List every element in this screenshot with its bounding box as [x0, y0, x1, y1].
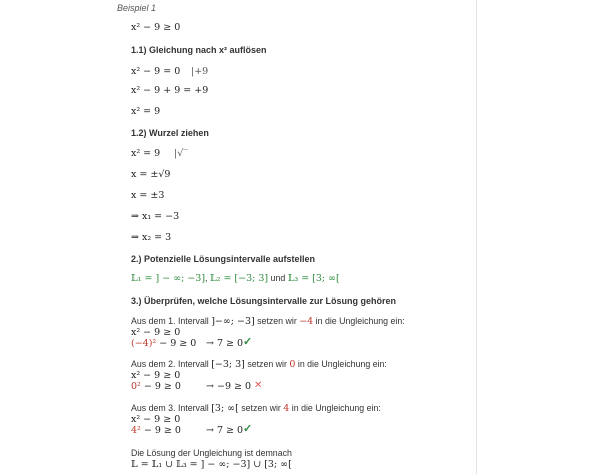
cross-icon: ✕ — [254, 380, 263, 391]
interval-3-range: [3; ∞[ — [211, 403, 239, 414]
substituted-value: (−4)² — [131, 338, 157, 349]
substitution-rest: − 9 ≥ 0 — [140, 425, 181, 436]
interval-list — [131, 273, 340, 284]
inequality-line: x² − 9 ≥ 0 — [131, 414, 181, 425]
equation-line: x = ±3 — [131, 190, 165, 201]
operation-note: |√‾ — [174, 148, 189, 159]
equation-line: x² − 9 = 0 — [131, 66, 181, 77]
inequality-line: x² − 9 ≥ 0 — [131, 370, 181, 381]
substitution-line — [131, 381, 181, 392]
substituted-value: 0² — [131, 381, 141, 392]
sentence-text: Aus dem 3. Intervall — [131, 403, 212, 413]
section-1-2-heading: 1.2) Wurzel ziehen — [131, 128, 209, 138]
evaluation-result: → 7 ≥ 0 — [206, 338, 244, 349]
separator-text: und — [268, 273, 288, 283]
sentence-text: Aus dem 2. Intervall — [131, 359, 212, 369]
operation-note: |+9 — [191, 66, 209, 77]
interval-l3: 𝕃₃ = [3; ∞[ — [287, 273, 340, 284]
section-2-heading: 2.) Potenzielle Lösungsintervalle aufstellen — [131, 254, 316, 264]
interval-3-sentence — [131, 403, 381, 414]
equation-line: x = ±√9 — [131, 169, 171, 180]
content-border — [476, 0, 477, 474]
interval-2-sentence — [131, 359, 387, 370]
sentence-text: in die Ungleichung ein: — [295, 359, 387, 369]
checkmark-icon: ✓ — [243, 423, 253, 435]
test-value: −4 — [299, 316, 314, 327]
solution-set: 𝕃 = 𝕃₁ ∪ 𝕃₃ = ] − ∞; −3] ∪ [3; ∞[ — [131, 459, 292, 470]
evaluation-result: → 7 ≥ 0 — [206, 425, 244, 436]
test-value: 0 — [289, 359, 296, 370]
substitution-line — [131, 425, 181, 436]
substitution-rest: − 9 ≥ 0 — [140, 381, 181, 392]
interval-l1: 𝕃₁ = ] − ∞; −3] — [131, 273, 206, 284]
test-value: 4 — [283, 403, 290, 414]
equation-line: x² = 9 — [131, 106, 161, 117]
substitution-rest: − 9 ≥ 0 — [156, 338, 197, 349]
sentence-text: setzen wir — [244, 359, 290, 369]
substituted-value: 4² — [131, 425, 141, 436]
root-x1: ⇒ x₁ = −3 — [131, 211, 180, 222]
equation-line: x² − 9 + 9 = +9 — [131, 85, 209, 96]
interval-2-range: [−3; 3] — [211, 359, 245, 370]
sentence-text: setzen wir — [238, 403, 284, 413]
evaluation-result: → −9 ≥ 0 — [206, 381, 252, 392]
conclusion-text: Die Lösung der Ungleichung ist demnach — [131, 448, 292, 458]
example-title: Beispiel 1 — [117, 3, 157, 13]
inequality-line: x² − 9 ≥ 0 — [131, 327, 181, 338]
inequality: x² − 9 ≥ 0 — [131, 22, 181, 33]
substitution-line — [131, 338, 196, 349]
sentence-text: Aus dem 1. Intervall — [131, 316, 212, 326]
separator-text: , — [205, 273, 210, 283]
section-1-1-heading: 1.1) Gleichung nach x² auflösen — [131, 45, 267, 55]
interval-l2: 𝕃₂ = [−3; 3] — [209, 273, 269, 284]
root-x2: ⇒ x₂ = 3 — [131, 232, 172, 243]
sentence-text: in die Ungleichung ein: — [289, 403, 381, 413]
interval-1-range: ]−∞; −3] — [211, 316, 255, 327]
interval-1-sentence — [131, 316, 405, 327]
sentence-text: in die Ungleichung ein: — [313, 316, 405, 326]
equation-line: x² = 9 — [131, 148, 161, 159]
section-3-heading: 3.) Überprüfen, welche Lösungsintervalle zur Lösung gehören — [131, 296, 397, 306]
sentence-text: setzen wir — [254, 316, 300, 326]
checkmark-icon: ✓ — [243, 336, 253, 348]
